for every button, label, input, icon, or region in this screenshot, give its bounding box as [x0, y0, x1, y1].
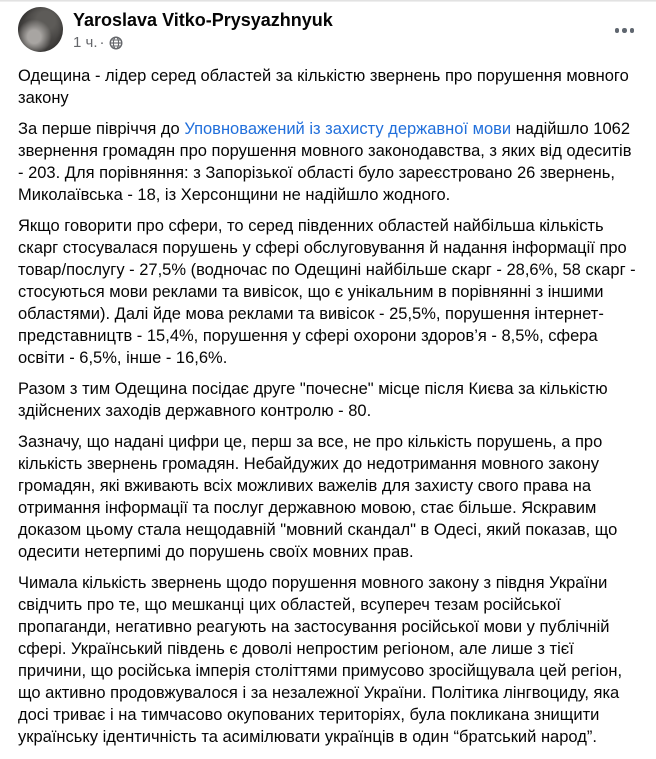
- globe-icon: [109, 36, 123, 50]
- post-paragraph: [18, 572, 638, 748]
- more-options-button[interactable]: [613, 22, 637, 39]
- facebook-post-card: [0, 2, 656, 748]
- post-text: [0, 52, 656, 748]
- ellipsis-icon: [630, 28, 635, 33]
- post-paragraph: [18, 215, 638, 369]
- ellipsis-icon: [622, 28, 627, 33]
- post-text-segment: надійшло 1062 звернення громадян про порушення мовного законодавства, з яких від одеситів - 203. Для порівняння: з Запорізької області було зареєстровано 26 звернень, Миколаївська - 18, із Херсонщини не надійшло жодного.: [18, 120, 632, 204]
- entity-link[interactable]: Уповноважений із захисту державної мови: [184, 120, 512, 138]
- post-paragraph: [18, 118, 638, 206]
- post-text-segment: Зазначу, що надані цифри це, перш за все, не про кількість порушень, а про кількість звернень громадян. Небайдужих до недотримання мовного закону громадян, які вживають всіх можливих важелів для захисту свого права на отримання інформації та послуг державною мовою, стає більше. Яскравим доказом цьому стала нещодавній "мовний скандал" в Одесі, який показав, що одесити нетерпимі до порушень своїх мовних прав.: [18, 433, 618, 561]
- post-text-segment: Разом з тим Одещина посідає друге "почесне" місце після Києва за кількістю здійснених заходів державного контролю - 80.: [18, 380, 608, 420]
- post-text-segment: Одещина - лідер серед областей за кількістю звернень про порушення мовного закону: [18, 67, 629, 107]
- post-header-info: [73, 7, 333, 52]
- post-paragraph: [18, 65, 638, 109]
- post-text-segment: За перше півріччя до: [18, 120, 185, 138]
- post-paragraph: [18, 431, 638, 563]
- post-meta-row: [73, 33, 333, 52]
- post-text-segment: Чимала кількість звернень щодо порушення мовного закону з півдня України свідчить про те, що мешканці цих областей, всупереч тезам російської пропаганди, негативно реагують на застосування російської мови у публічній сфері. Український південь є доволі непростим регіоном, але лише з тієї причини, що російська імперія століттями примусово зросійщувала цей регіон, що активно продовжувалося і за незалежної України. Політика лінгвоциду, яка досі триває і на тимчасово окупованих територіях, була покликана знищити українську ідентичність та асимілювати українців в один “братський народ”.: [18, 574, 623, 746]
- post-text-segment: Якщо говорити про сфери, то серед південних областей найбільша кількість скарг стосувалася порушень у сфері обслуговування й надання інформації про товар/послугу - 27,5% (водночас по Одещині найбільше скарг - 28,6%, 58 скарг - стосуються мови реклами та вивісок, що є унікальним в порівнянні з іншими областями). Далі йде мова реклами та вивісок - 25,5%, порушення інтернет-представництв - 15,4%, порушення у сфері охорони здоров’я - 8,5%, сфера освіти - 6,5%, інше - 16,6%.: [18, 217, 636, 367]
- avatar[interactable]: [18, 7, 63, 52]
- post-paragraph: [18, 378, 638, 422]
- ellipsis-icon: [615, 28, 620, 33]
- post-header: [0, 2, 656, 52]
- timestamp[interactable]: 1 ч.: [73, 34, 98, 51]
- author-name[interactable]: Yaroslava Vitko-Prysyazhnyuk: [73, 10, 333, 30]
- meta-separator: ·: [99, 34, 105, 51]
